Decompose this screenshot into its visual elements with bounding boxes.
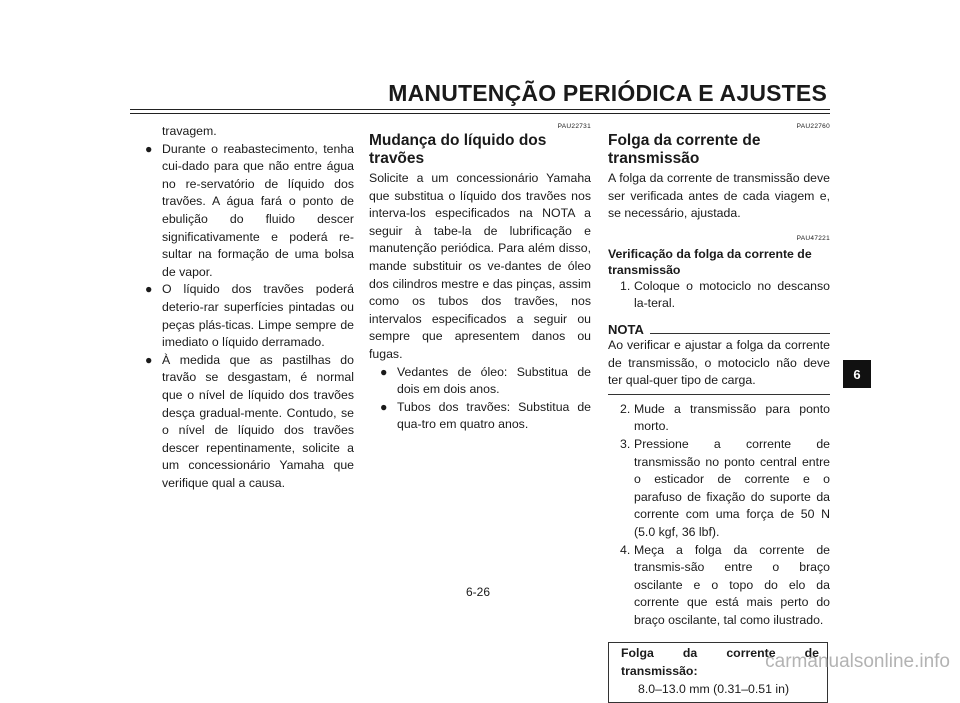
continuation-text: travagem. <box>162 124 217 138</box>
chapter-tab: 6 <box>843 360 871 388</box>
bullet-item <box>378 399 591 434</box>
bullet-text: Vedantes de óleo: Substitua de dois em dois anos. <box>397 364 591 397</box>
step-item <box>608 278 830 313</box>
watermark: carmanualsonline.info <box>765 651 950 672</box>
bullet-item <box>378 364 591 399</box>
bullet-icon: ● <box>145 282 153 297</box>
bullet-item <box>143 141 354 282</box>
note-text: Ao verificar e ajustar a folga da corrente de transmissão, o motociclo não deve ter qual-quer tipo de carga. <box>608 337 830 395</box>
note-header <box>608 322 830 337</box>
section-intro: A folga da corrente de transmissão deve ser verificada antes de cada viagem e, se necessário, ajustada. <box>608 171 830 221</box>
step-item <box>608 436 830 542</box>
section-body: Solicite a um concessionário Yamaha que substitua o líquido dos travões nos interva-los especificados na NOTA a seguir à tabe-la de lubrificação e manutenção periódica. Para além disso, mande substituir os ve-dantes de óleo dos cilindros mestre e das pinças, assim como os tubos dos travões, nos intervalos especificados a seguir ou sempre que apresentem danos ou fugas. <box>369 171 591 361</box>
step-item <box>608 401 830 436</box>
step-number: 3. <box>620 436 631 451</box>
note-label: NOTA <box>608 321 644 337</box>
subsection-heading: Verificação da folga da corrente de transmissão <box>608 246 812 277</box>
step-text: Pressione a corrente de transmissão no ponto central entre o esticador de corrente e o parafuso de fixação do suporte da corrente com uma força de 50 N (5.0 kgf, 36 lbf). <box>634 436 830 539</box>
page-title: MANUTENÇÃO PERIÓDICA E AJUSTES <box>388 80 827 106</box>
header-rule-thin <box>130 113 830 114</box>
spec-value: 8.0–13.0 mm (0.31–0.51 in) <box>638 681 790 696</box>
step-number: 2. <box>620 401 631 416</box>
section-heading: Mudança do líquido dos travões <box>369 132 547 167</box>
section-code: PAU22731 <box>557 123 591 130</box>
bullet-icon: ● <box>380 364 388 379</box>
header-rule-thick <box>130 109 830 110</box>
bullet-text: À medida que as pastilhas do travão se desgastam, é normal que o nível de líquido dos travões desça gradual-mente. Contudo, se o nível de líquido dos travões descer repentinamente, solicite a um concessionário Yamaha que verifique qual a causa. <box>162 352 354 490</box>
section-heading: Folga da corrente de transmissão <box>608 132 761 167</box>
step-text: Meça a folga da corrente de transmis-são entre o braço oscilante e o topo do elo da corrente que está mais perto do braço oscilante, tal como ilustrado. <box>634 542 830 627</box>
step-text: Mude a transmissão para ponto morto. <box>634 401 830 434</box>
bullet-text: Durante o reabastecimento, tenha cui-dado para que não entre água no re-servatório de líquido dos travões. A água fará o ponto de ebulição do fluido descer significativamente e poderá re-sultar na formação de uma bolsa de vapor. <box>162 141 354 279</box>
bullet-icon: ● <box>145 141 153 156</box>
section-code: PAU22760 <box>796 123 830 130</box>
bullet-text: Tubos dos travões: Substitua de qua-tro em quatro anos. <box>397 399 591 432</box>
step-number: 4. <box>620 542 631 557</box>
note-rule <box>650 333 830 334</box>
bullet-item <box>143 352 354 493</box>
column-3 <box>608 123 830 703</box>
bullet-item <box>143 281 354 351</box>
step-text: Coloque o motociclo no descanso la-teral. <box>634 278 830 311</box>
bullet-text: O líquido dos travões poderá deterio-rar superfícies pintadas ou peças plás-ticas. Limpe sempre de imediato o líquido derramado. <box>162 282 354 350</box>
column-2 <box>369 123 591 434</box>
step-item <box>608 542 830 630</box>
page-number: 6-26 <box>466 585 491 599</box>
subsection-code: PAU47221 <box>796 234 830 242</box>
bullet-icon: ● <box>380 399 388 414</box>
step-number: 1. <box>620 278 631 293</box>
spec-label: Folga da corrente de transmissão: <box>621 646 819 679</box>
column-1 <box>143 123 354 492</box>
bullet-icon: ● <box>145 352 153 367</box>
